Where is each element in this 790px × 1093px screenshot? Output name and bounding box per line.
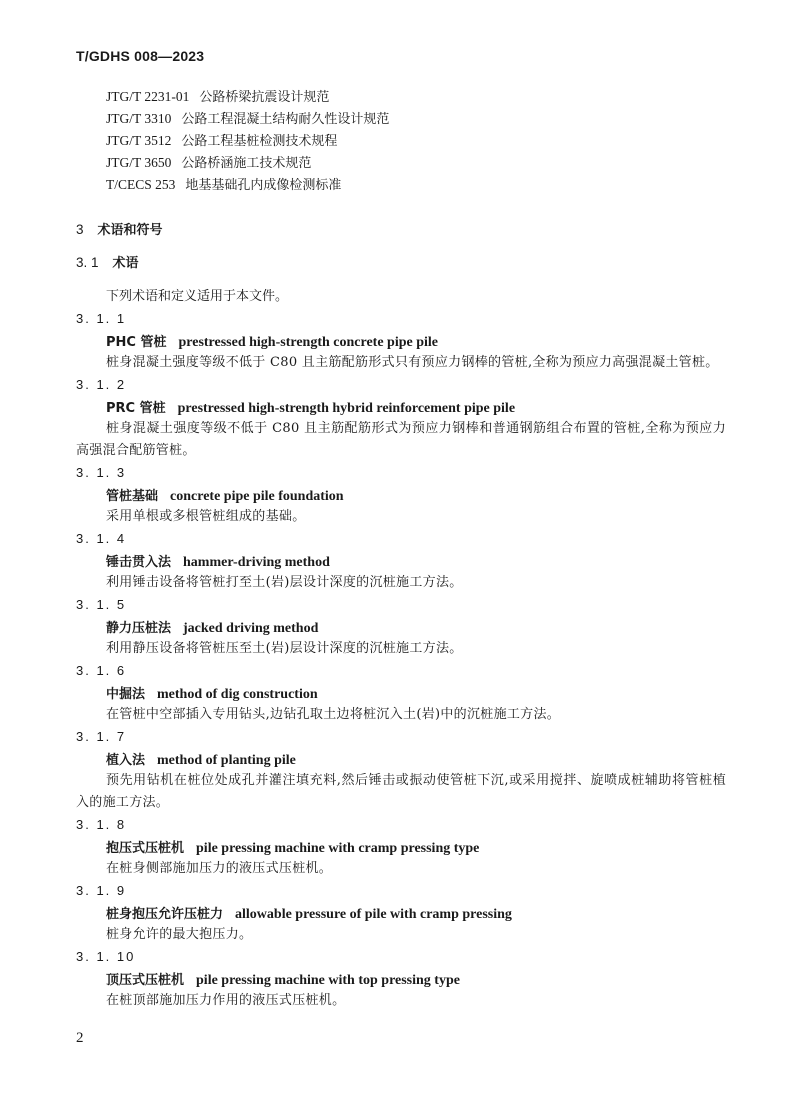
section-number: 3. 1 [76,255,99,270]
reference-item [106,130,389,152]
term-chinese-name: 锤击贯入法 [106,555,172,570]
term-heading [76,330,726,352]
term-entry [76,946,726,1012]
term-number: 3. 1. 3 [76,465,127,480]
term-chinese-name: 植入法 [106,753,146,768]
term-chinese-name: 中掘法 [106,687,146,702]
term-heading [76,902,726,924]
terms-list [76,308,726,1012]
term-chinese-name: PRC 管桩 [106,401,166,416]
term-number: 3. 1. 9 [76,883,127,898]
section-title: 术语 [112,256,139,271]
reference-title: 地基基础孔内成像检测标准 [185,178,342,193]
term-entry [76,308,726,374]
term-entry [76,814,726,880]
term-chinese-name: 抱压式压桩机 [106,841,185,856]
term-english-name: pile pressing machine with top pressing type [196,973,460,988]
term-definition: 在桩顶部施加压力作用的液压式压桩机。 [106,993,346,1008]
term-heading [76,484,726,506]
term-entry [76,594,726,660]
term-definition: 桩身混凝土强度等级不低于 C80 且主筋配筋形式为预应力钢棒和普通钢筋组合布置的管桩,全称为预应力高强混合配筋管桩。 [76,421,726,458]
term-entry [76,374,726,462]
term-number: 3. 1. 1 [76,311,127,326]
term-english-name: method of planting pile [157,753,296,768]
intro-paragraph: 下列术语和定义适用于本文件。 [106,289,289,304]
term-definition: 桩身混凝土强度等级不低于 C80 且主筋配筋形式只有预应力钢棒的管桩,全称为预应力高强混凝土管桩。 [106,355,719,370]
reference-item [106,152,389,174]
reference-title: 公路桥涵施工技术规范 [181,156,312,171]
term-number: 3. 1. 4 [76,531,127,546]
document-code-header: T/GDHS 008—2023 [76,48,205,64]
term-heading [76,396,726,418]
term-chinese-name: 管桩基础 [106,489,159,504]
term-definition: 利用静压设备将管桩压至土(岩)层设计深度的沉桩施工方法。 [106,641,463,656]
term-heading [76,616,726,638]
term-heading [76,968,726,990]
term-number: 3. 1. 6 [76,663,127,678]
term-chinese-name: 静力压桩法 [106,621,172,636]
section-3-1-heading [76,252,139,271]
reference-code: JTG/T 3512 [106,133,172,148]
term-english-name: prestressed high-strength hybrid reinforcement pipe pile [177,401,516,416]
term-entry [76,528,726,594]
term-chinese-name: PHC 管桩 [106,335,167,350]
reference-code: T/CECS 253 [106,177,176,192]
term-number: 3. 1. 10 [76,949,136,964]
normative-references-list [106,86,389,196]
term-heading [76,836,726,858]
term-english-name: hammer-driving method [183,555,330,570]
reference-item [106,174,389,196]
term-english-name: allowable pressure of pile with cramp pressing [235,907,512,922]
section-number: 3 [76,222,84,237]
term-definition: 利用锤击设备将管桩打至土(岩)层设计深度的沉桩施工方法。 [106,575,463,590]
term-number: 3. 1. 2 [76,377,127,392]
section-3-heading [76,219,163,238]
term-english-name: method of dig construction [157,687,318,702]
reference-item [106,108,389,130]
term-heading [76,682,726,704]
term-definition: 预先用钻机在桩位处成孔并灌注填充料,然后锤击或振动使管桩下沉,或采用搅拌、旋喷成桩辅助将管桩植入的施工方法。 [76,773,726,810]
term-heading [76,748,726,770]
term-definition: 在桩身侧部施加压力的液压式压桩机。 [106,861,333,876]
section-title: 术语和符号 [97,223,163,238]
term-definition: 桩身允许的最大抱压力。 [106,927,253,942]
term-chinese-name: 顶压式压桩机 [106,973,185,988]
term-entry [76,462,726,528]
reference-code: JTG/T 2231-01 [106,89,190,104]
reference-title: 公路桥梁抗震设计规范 [199,90,330,105]
term-english-name: jacked driving method [183,621,319,636]
term-heading [76,550,726,572]
term-entry [76,880,726,946]
term-number: 3. 1. 8 [76,817,127,832]
term-definition: 在管桩中空部插入专用钻头,边钻孔取土边将桩沉入土(岩)中的沉桩施工方法。 [106,707,561,722]
reference-title: 公路工程基桩检测技术规程 [181,134,338,149]
term-english-name: pile pressing machine with cramp pressing type [196,841,480,856]
term-entry [76,660,726,726]
term-entry [76,726,726,814]
term-chinese-name: 桩身抱压允许压桩力 [106,907,224,922]
reference-item [106,86,389,108]
reference-title: 公路工程混凝土结构耐久性设计规范 [181,112,390,127]
term-number: 3. 1. 7 [76,729,127,744]
reference-code: JTG/T 3650 [106,155,172,170]
term-english-name: prestressed high-strength concrete pipe pile [178,335,438,350]
term-number: 3. 1. 5 [76,597,127,612]
term-definition: 采用单根或多根管桩组成的基础。 [106,509,306,524]
page-number: 2 [76,1030,84,1046]
term-english-name: concrete pipe pile foundation [170,489,344,504]
reference-code: JTG/T 3310 [106,111,172,126]
